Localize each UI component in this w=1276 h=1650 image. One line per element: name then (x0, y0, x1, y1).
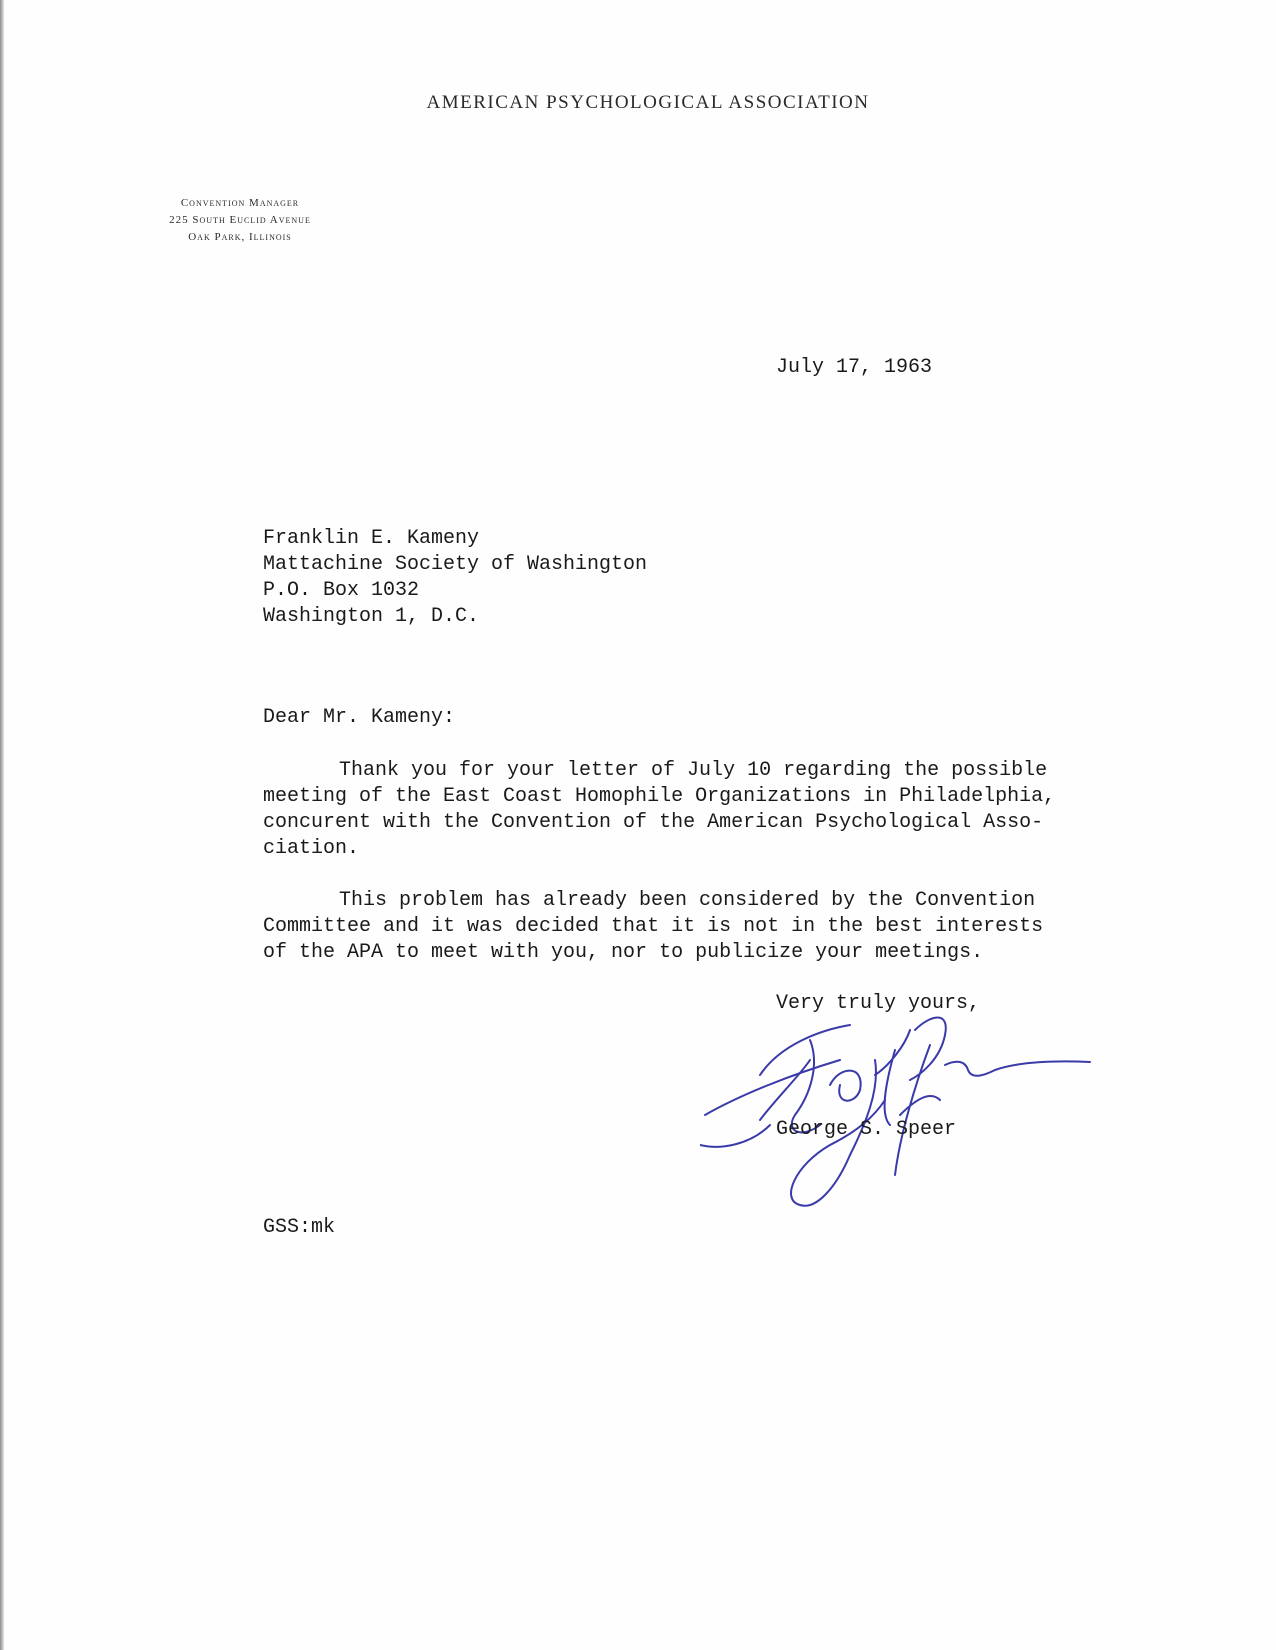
signer-name: George S. Speer (776, 1118, 957, 1141)
recipient-organization: Mattachine Society of Washington (263, 553, 648, 576)
recipient-po-box: P.O. Box 1032 (263, 579, 420, 602)
office-city: Oak Park, Illinois (188, 231, 292, 243)
body-paragraph-1-line: ciation. (263, 837, 360, 860)
body-paragraph-2-line: Committee and it was decided that it is not in the best interests (263, 915, 1044, 938)
body-paragraph-2-line: This problem has already been considered by the Convention (339, 889, 1036, 912)
letter-date: July 17, 1963 (776, 356, 933, 379)
office-street: 225 South Euclid Avenue (169, 214, 311, 226)
letterhead-office-address (140, 195, 340, 246)
recipient-city: Washington 1, D.C. (263, 605, 480, 628)
complimentary-closing: Very truly yours, (776, 992, 981, 1015)
recipient-name: Franklin E. Kameny (263, 527, 480, 550)
body-paragraph-1-line: meeting of the East Coast Homophile Organizations in Philadelphia, (263, 785, 1056, 808)
page-edge-shadow (0, 0, 4, 1650)
body-paragraph-2-line: of the APA to meet with you, nor to publicize your meetings. (263, 941, 984, 964)
body-paragraph-1-line: Thank you for your letter of July 10 regarding the possible (339, 759, 1048, 782)
salutation: Dear Mr. Kameny: (263, 706, 456, 729)
typist-initials: GSS:mk (263, 1216, 336, 1239)
office-title: Convention Manager (180, 197, 300, 209)
letterhead-organization: AMERICAN PSYCHOLOGICAL ASSOCIATION (426, 92, 870, 113)
body-paragraph-1-line: concurent with the Convention of the American Psychological Asso- (263, 811, 1044, 834)
